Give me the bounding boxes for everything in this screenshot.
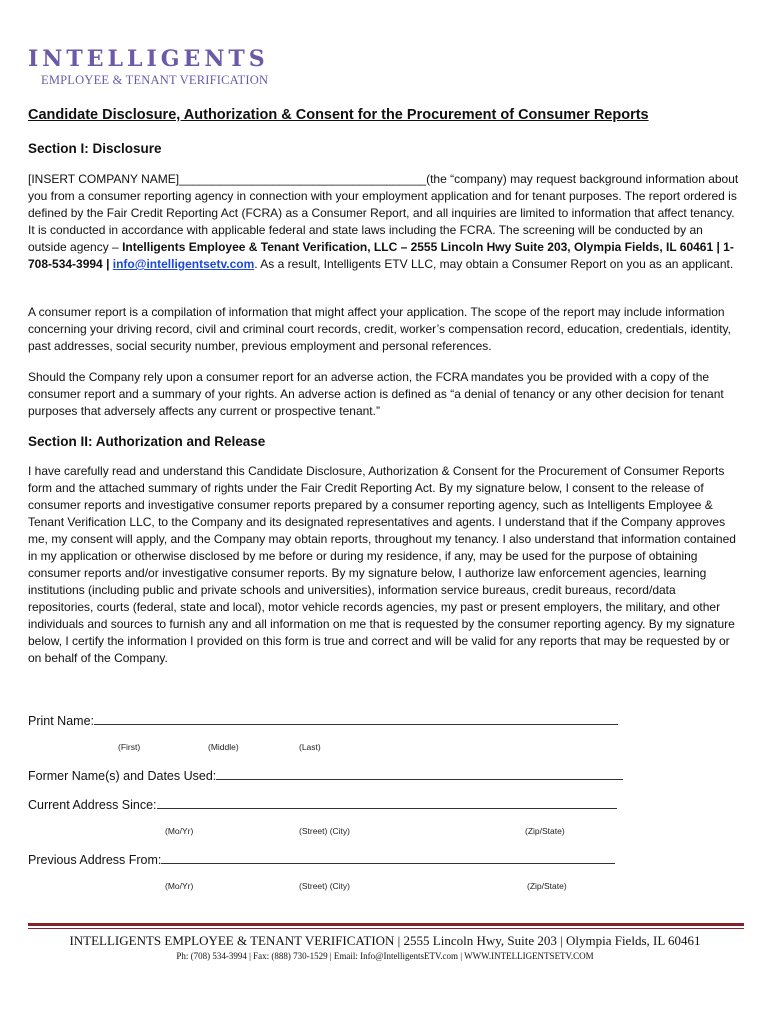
disclosure-p1-end: . As a result, Intelligents ETV LLC, may obtain a Consumer Report on you as an applicant. [254, 257, 734, 271]
current-zip-state-sublabel: (Zip/State) [525, 826, 565, 836]
previous-address-field[interactable] [28, 852, 615, 867]
former-names-label: Former Name(s) and Dates Used: [28, 769, 217, 783]
footer-divider-thin [28, 928, 744, 929]
previous-street-city-sublabel: (Street) (City) [299, 881, 350, 891]
former-names-line[interactable] [216, 768, 623, 780]
footer-divider-thick [28, 923, 744, 926]
agency-contact: Intelligents Employee & Tenant Verification, LLC – 2555 Lincoln Hwy Suite 203, Olympia Fields, IL 60461 | 1-708-534-3994 | [28, 240, 734, 271]
agency-email-link[interactable]: info@intelligentsetv.com [112, 257, 255, 271]
print-name-label: Print Name: [28, 714, 94, 728]
previous-address-label: Previous Address From: [28, 853, 162, 867]
disclosure-p1-start: [INSERT COMPANY NAME]_____________________________________(the “company) may request background information about you from a consumer reporting agency in connection with your employment application and for tenant purposes. The report ordered is defined by the Fair Credit Reporting Act (FCRA) as a Consumer Report, and all inquiries are limited to information that affect tenancy. It is conducted in accordance with applicable federal and state laws including the FCRA. The screening will be conducted by an outside agency – [28, 172, 739, 254]
disclosure-paragraph-2: A consumer report is a compilation of information that might affect your application. The scope of the report may include information concerning your driving record, civil and criminal court records, credit, worker’s compensation record, education, credentials, identity, past addresses, social security number, previous employment and personal references. [28, 305, 731, 353]
middle-name-sublabel: (Middle) [208, 742, 239, 752]
disclosure-paragraph-1 [28, 171, 744, 273]
footer-address: INTELLIGENTS EMPLOYEE & TENANT VERIFICATION | 2555 Lincoln Hwy, Suite 203 | Olympia Fields, IL 60461 [69, 933, 701, 948]
current-address-field[interactable] [28, 797, 617, 812]
current-address-line[interactable] [157, 797, 617, 809]
current-moyr-sublabel: (Mo/Yr) [165, 826, 194, 836]
disclosure-paragraph-3: Should the Company rely upon a consumer report for an adverse action, the FCRA mandates you be provided with a copy of the consumer report and a summary of your rights. An adverse action is defined as “a denial of tenancy or any other decision for tenant purposes that adversely affects any current or prospective tenant.” [28, 370, 724, 418]
footer-contact: Ph: (708) 534-3994 | Fax: (888) 730-1529 | Email: Info@IntelligentsETV.com | WWW.INTELLIGENTSETV.COM [176, 951, 594, 961]
authorization-paragraph: I have carefully read and understand this Candidate Disclosure, Authorization & Consent for the Procurement of Consumer Reports form and the attached summary of rights under the Fair Credit Reporting Act. By my signature below, I consent to the release of consumer reports and investigative consumer reports prepared by a consumer reporting agency, such as Intelligents Employee & Tenant Verification LLC, to the Company and its designated representatives and agents. I understand that if the Company approves me, my consent will apply, and the Company may obtain reports, throughout my tenancy. I also understand that information contained in my application or otherwise disclosed by me before or during my residence, if any, may be used for the purpose of obtaining consumer reports and/or investigative consumer reports. By my signature below, I authorize law enforcement agencies, learning institutions (including public and private schools and universities), information service bureaus, credit bureaus, record/data repositories, courts (federal, state and local), motor vehicle records agencies, my past or present employers, the military, and other individuals and sources to furnish any and all information on me that is requested by the consumer reporting agency. By my signature below, I certify the information I provided on this form is true and correct and will be valid for any reports that may be requested by or on behalf of the Company. [28, 464, 736, 665]
logo-tagline: EMPLOYEE & TENANT VERIFICATION [41, 73, 269, 87]
print-name-field[interactable] [28, 713, 618, 728]
logo-name: INTELLIGENTS [28, 46, 269, 72]
print-name-line[interactable] [94, 713, 618, 725]
section-1-heading: Section I: Disclosure [28, 141, 162, 156]
first-name-sublabel: (First) [118, 742, 141, 752]
current-address-label: Current Address Since: [28, 798, 157, 812]
previous-moyr-sublabel: (Mo/Yr) [165, 881, 194, 891]
previous-zip-state-sublabel: (Zip/State) [527, 881, 567, 891]
section-2-heading: Section II: Authorization and Release [28, 434, 266, 449]
company-logo [28, 46, 269, 88]
last-name-sublabel: (Last) [299, 742, 321, 752]
former-names-field[interactable] [28, 768, 623, 783]
current-street-city-sublabel: (Street) (City) [299, 826, 350, 836]
document-title: Candidate Disclosure, Authorization & Consent for the Procurement of Consumer Reports [28, 107, 649, 123]
previous-address-line[interactable] [161, 852, 615, 864]
